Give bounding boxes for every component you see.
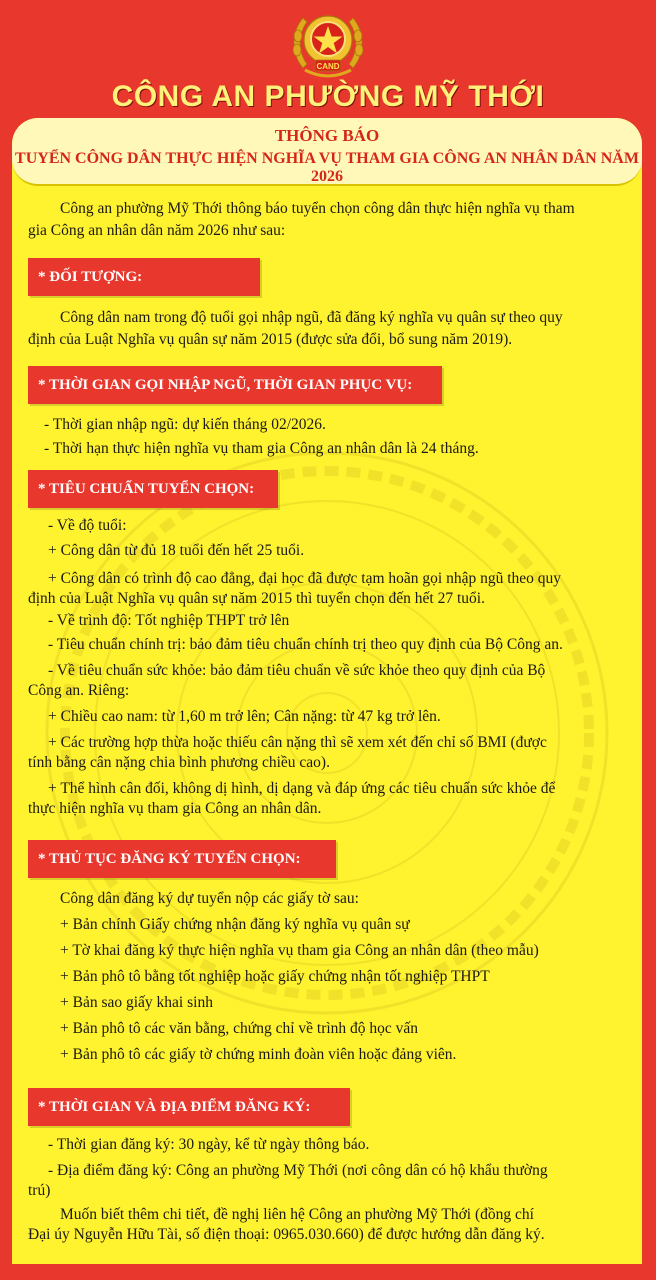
- tieu-chuan-chinh-tri: - Tiêu chuẩn chính trị: bảo đảm tiêu chuẩn chính trị theo quy định của Bộ Công an.: [48, 636, 563, 653]
- section-heading-thu-tuc: * THỦ TỤC ĐĂNG KÝ TUYỂN CHỌN:: [28, 840, 336, 878]
- thoi-gian-line-1: - Thời gian nhập ngũ: dự kiến tháng 02/2026.: [44, 416, 326, 433]
- tieu-chuan-trinh-do: - Về trình độ: Tốt nghiệp THPT trở lên: [48, 612, 290, 629]
- dia-diem-line-1: - Địa điểm đăng ký: Công an phường Mỹ Thới (nơi công dân có hộ khẩu thường: [48, 1162, 548, 1179]
- thu-tuc-item: + Bản sao giấy khai sinh: [60, 994, 213, 1011]
- doi-tuong-line-2: định của Luật Nghĩa vụ quân sự năm 2015 (được sửa đổi, bổ sung năm 2019).: [28, 331, 513, 348]
- tieu-chuan-cao-dang-line-2: định của Luật Nghĩa vụ quân sự năm 2015 thì tuyển chọn đến hết 27 tuổi.: [28, 590, 485, 607]
- notice-title: TUYỂN CÔNG DÂN THỰC HIỆN NGHĨA VỤ THAM GIA CÔNG AN NHÂN DÂN NĂM 2026: [15, 150, 639, 185]
- dia-diem-thoi-gian: - Thời gian đăng ký: 30 ngày, kể từ ngày thông báo.: [48, 1136, 370, 1153]
- intro-line-1: Công an phường Mỹ Thới thông báo tuyển chọn công dân thực hiện nghĩa vụ tham: [60, 200, 575, 217]
- tieu-chuan-do-tuoi: - Về độ tuổi:: [48, 517, 127, 534]
- section-heading-tieu-chuan: * TIÊU CHUẨN TUYỂN CHỌN:: [28, 470, 278, 508]
- doi-tuong-line-1: Công dân nam trong độ tuổi gọi nhập ngũ, đã đăng ký nghĩa vụ quân sự theo quy: [60, 309, 563, 326]
- tieu-chuan-suc-khoe-line-2: Công an. Riêng:: [28, 682, 130, 699]
- tieu-chuan-cao-dang-line-1: + Công dân có trình độ cao đẳng, đại học đã được tạm hoãn gọi nhập ngũ theo quy: [48, 570, 562, 587]
- thu-tuc-intro: Công dân đăng ký dự tuyển nộp các giấy tờ sau:: [60, 890, 359, 907]
- thoi-gian-line-2: - Thời hạn thực hiện nghĩa vụ tham gia Công an nhân dân là 24 tháng.: [44, 440, 479, 457]
- thu-tuc-item: + Bản phô tô các giấy tờ chứng minh đoàn viên hoặc đảng viên.: [60, 1046, 457, 1063]
- thu-tuc-item: + Bản phô tô các văn bằng, chứng chỉ về trình độ học vấn: [60, 1020, 419, 1037]
- tieu-chuan-bmi-line-2: tính bằng cân nặng chia bình phương chiều cao).: [28, 754, 330, 771]
- tieu-chuan-chieu-cao: + Chiều cao nam: từ 1,60 m trở lên; Cân nặng: từ 47 kg trở lên.: [48, 708, 441, 725]
- organization-title: CÔNG AN PHƯỜNG MỸ THỚI: [111, 80, 545, 113]
- section-heading-doi-tuong: * ĐỐI TƯỢNG:: [28, 258, 260, 296]
- tieu-chuan-suc-khoe-line-1: - Về tiêu chuẩn sức khỏe: bảo đảm tiêu chuẩn về sức khỏe theo quy định của Bộ: [48, 662, 546, 679]
- intro-line-2: gia Công an nhân dân năm 2026 như sau:: [28, 222, 286, 239]
- tieu-chuan-the-hinh-line-1: + Thể hình cân đối, không dị hình, dị dạng và đáp ứng các tiêu chuẩn sức khỏe để: [48, 780, 556, 797]
- section-heading-dia-diem: * THỜI GIAN VÀ ĐỊA ĐIỂM ĐĂNG KÝ:: [28, 1088, 350, 1126]
- notice-panel: [12, 118, 642, 1264]
- contact-line-2: Đại úy Nguyễn Hữu Tài, số điện thoại: 0965.030.660) để được hướng dẫn đăng ký.: [28, 1226, 545, 1243]
- thu-tuc-item: + Bản phô tô bằng tốt nghiệp hoặc giấy chứng nhận tốt nghiệp THPT: [60, 968, 490, 985]
- notice-header: [12, 118, 642, 186]
- thu-tuc-item: + Bản chính Giấy chứng nhận đăng ký nghĩa vụ quân sự: [60, 916, 410, 933]
- notice-label: THÔNG BÁO: [274, 126, 380, 145]
- tieu-chuan-bmi-line-1: + Các trường hợp thừa hoặc thiếu cân nặng thì sẽ xem xét đến chỉ số BMI (được: [48, 734, 547, 751]
- dia-diem-line-2: trú): [28, 1182, 51, 1199]
- emblem-text: CAND: [316, 62, 340, 71]
- section-heading-thoi-gian: * THỜI GIAN GỌI NHẬP NGŨ, THỜI GIAN PHỤC VỤ:: [28, 366, 442, 404]
- thu-tuc-item: + Tờ khai đăng ký thực hiện nghĩa vụ tham gia Công an nhân dân (theo mẫu): [60, 942, 539, 959]
- police-emblem-icon: [289, 6, 367, 82]
- tieu-chuan-the-hinh-line-2: thực hiện nghĩa vụ tham gia Công an nhân dân.: [28, 800, 322, 817]
- contact-line-1: Muốn biết thêm chi tiết, đề nghị liên hệ Công an phường Mỹ Thới (đồng chí: [60, 1206, 534, 1223]
- tieu-chuan-tuoi-18-25: + Công dân từ đủ 18 tuổi đến hết 25 tuổi.: [48, 542, 305, 559]
